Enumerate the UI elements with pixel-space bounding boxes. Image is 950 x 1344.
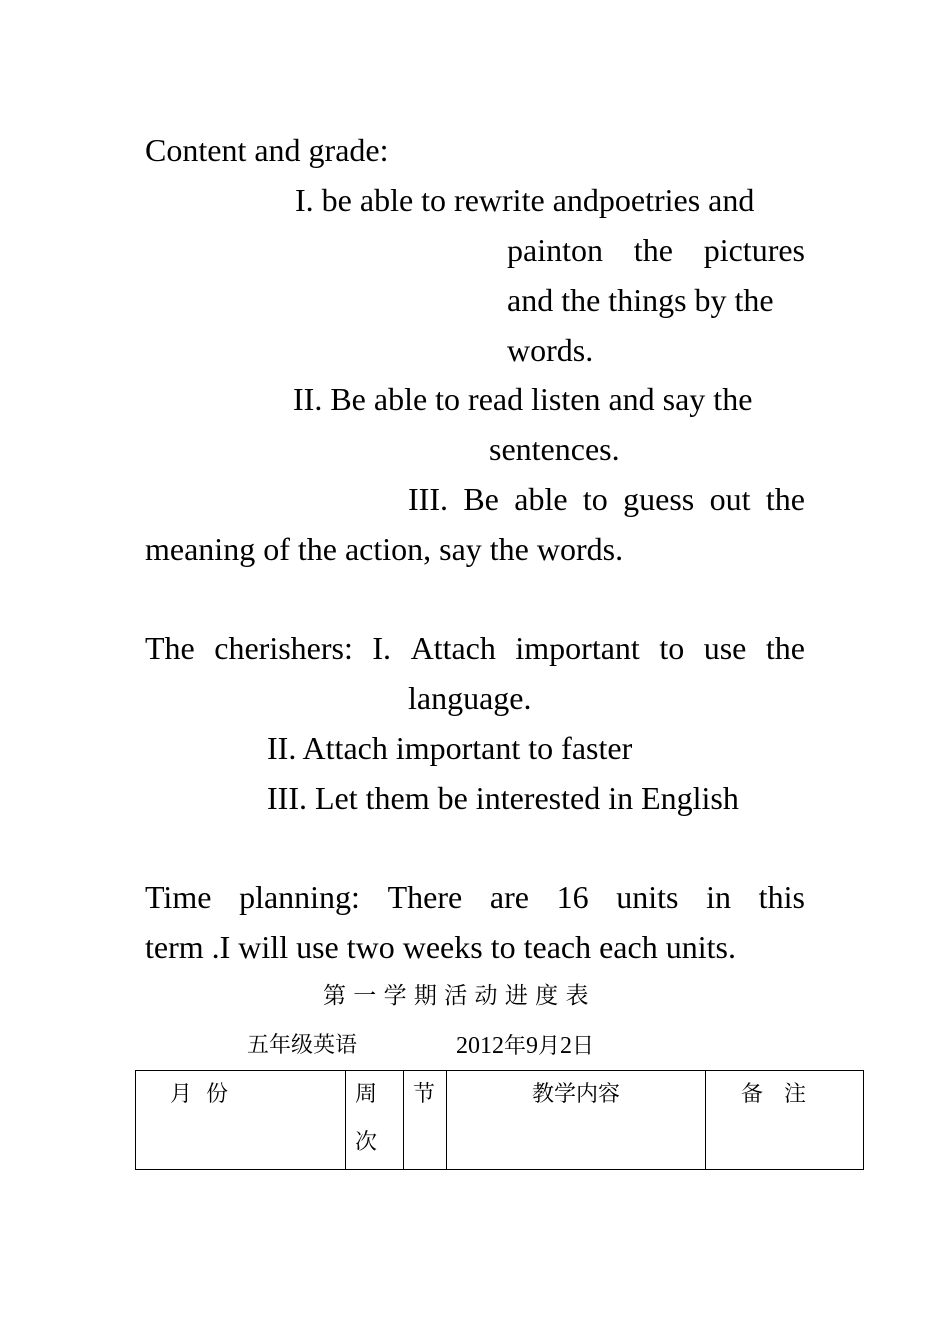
cherishers-line-2: language. [408, 680, 532, 716]
time-planning-line-2: term .I will use two weeks to teach each units. [145, 929, 736, 965]
cherishers-line-1-word: to [659, 630, 685, 666]
header-week-label-1: 周 [355, 1082, 378, 1107]
time-planning-line-1-word: in [706, 879, 732, 915]
schedule-title: 第 一 学 期 活 动 进 度 表 [323, 983, 589, 1009]
content-item-3-line-1-word: Be [463, 481, 499, 517]
time-planning-line-1-word: units [616, 879, 679, 915]
date-day-char: 日 [572, 1034, 595, 1059]
content-item-1-line-1: I. be able to rewrite andpoetries and [295, 182, 755, 218]
schedule-date [456, 1031, 594, 1062]
date-year: 2012 [456, 1033, 504, 1059]
content-item-1-line-2-word: the [633, 232, 673, 268]
header-cell-notes [706, 1071, 864, 1170]
content-item-3-line-1-word: out [709, 481, 751, 517]
header-notes-label: 备 注 [741, 1082, 806, 1107]
time-planning-line-1-word: 16 [556, 879, 589, 915]
content-item-1-line-3: and the things by the [507, 282, 774, 318]
header-section-label: 节 [413, 1082, 436, 1107]
schedule-subject: 五年级英语 [247, 1033, 358, 1058]
date-year-char: 年 [504, 1034, 527, 1059]
content-item-3-line-1 [408, 474, 805, 524]
content-item-3-line-1-word: III. [408, 481, 448, 517]
cherishers-line-1-word: cherishers: [214, 630, 353, 666]
content-item-3-line-1-word: able [514, 481, 568, 517]
cherishers-line-1 [145, 623, 805, 673]
cherishers-item-2: II. Attach important to faster [267, 730, 633, 766]
content-item-3-line-1-word: to [582, 481, 608, 517]
content-item-1-line-4: words. [507, 332, 594, 368]
header-cell-section [404, 1071, 447, 1170]
header-month-label: 月 份 [170, 1082, 228, 1107]
content-heading: Content and grade: [145, 132, 389, 168]
header-cell-week [346, 1071, 404, 1170]
date-day: 2 [560, 1033, 573, 1059]
time-planning-line-1-word: this [758, 879, 805, 915]
time-planning-line-1-word: Time [145, 879, 212, 915]
content-item-1-line-2-word: painton [507, 232, 603, 268]
cherishers-line-1-word: The [145, 630, 195, 666]
content-item-2-line-1: II. Be able to read listen and say the [293, 381, 753, 417]
time-planning-line-1-word: planning: [239, 879, 360, 915]
cherishers-line-1-word: the [765, 630, 805, 666]
date-month-char: 月 [538, 1034, 561, 1059]
schedule-table [135, 1070, 864, 1170]
time-planning-line-1 [145, 872, 805, 922]
cherishers-line-1-word: use [703, 630, 747, 666]
content-item-3-line-1-word: guess [623, 481, 695, 517]
date-month: 9 [526, 1033, 539, 1059]
cherishers-line-1-word: important [515, 630, 640, 666]
header-cell-month [136, 1071, 346, 1170]
content-item-3-line-2: meaning of the action, say the words. [145, 531, 624, 567]
content-item-3-line-1-word: the [765, 481, 805, 517]
header-week-label-2: 次 [355, 1130, 378, 1155]
time-planning-line-1-word: There [387, 879, 463, 915]
cherishers-line-1-word: Attach [410, 630, 496, 666]
header-content-label: 教学内容 [531, 1082, 620, 1107]
cherishers-line-1-word: I. [372, 630, 392, 666]
cherishers-item-3: III. Let them be interested in English [267, 780, 739, 816]
time-planning-line-1-word: are [489, 879, 529, 915]
header-cell-content [447, 1071, 706, 1170]
content-item-1-line-2-word: pictures [703, 232, 805, 268]
content-item-1-line-2 [507, 225, 805, 275]
content-item-2-line-2: sentences. [489, 431, 620, 467]
table-header-row [136, 1071, 864, 1170]
